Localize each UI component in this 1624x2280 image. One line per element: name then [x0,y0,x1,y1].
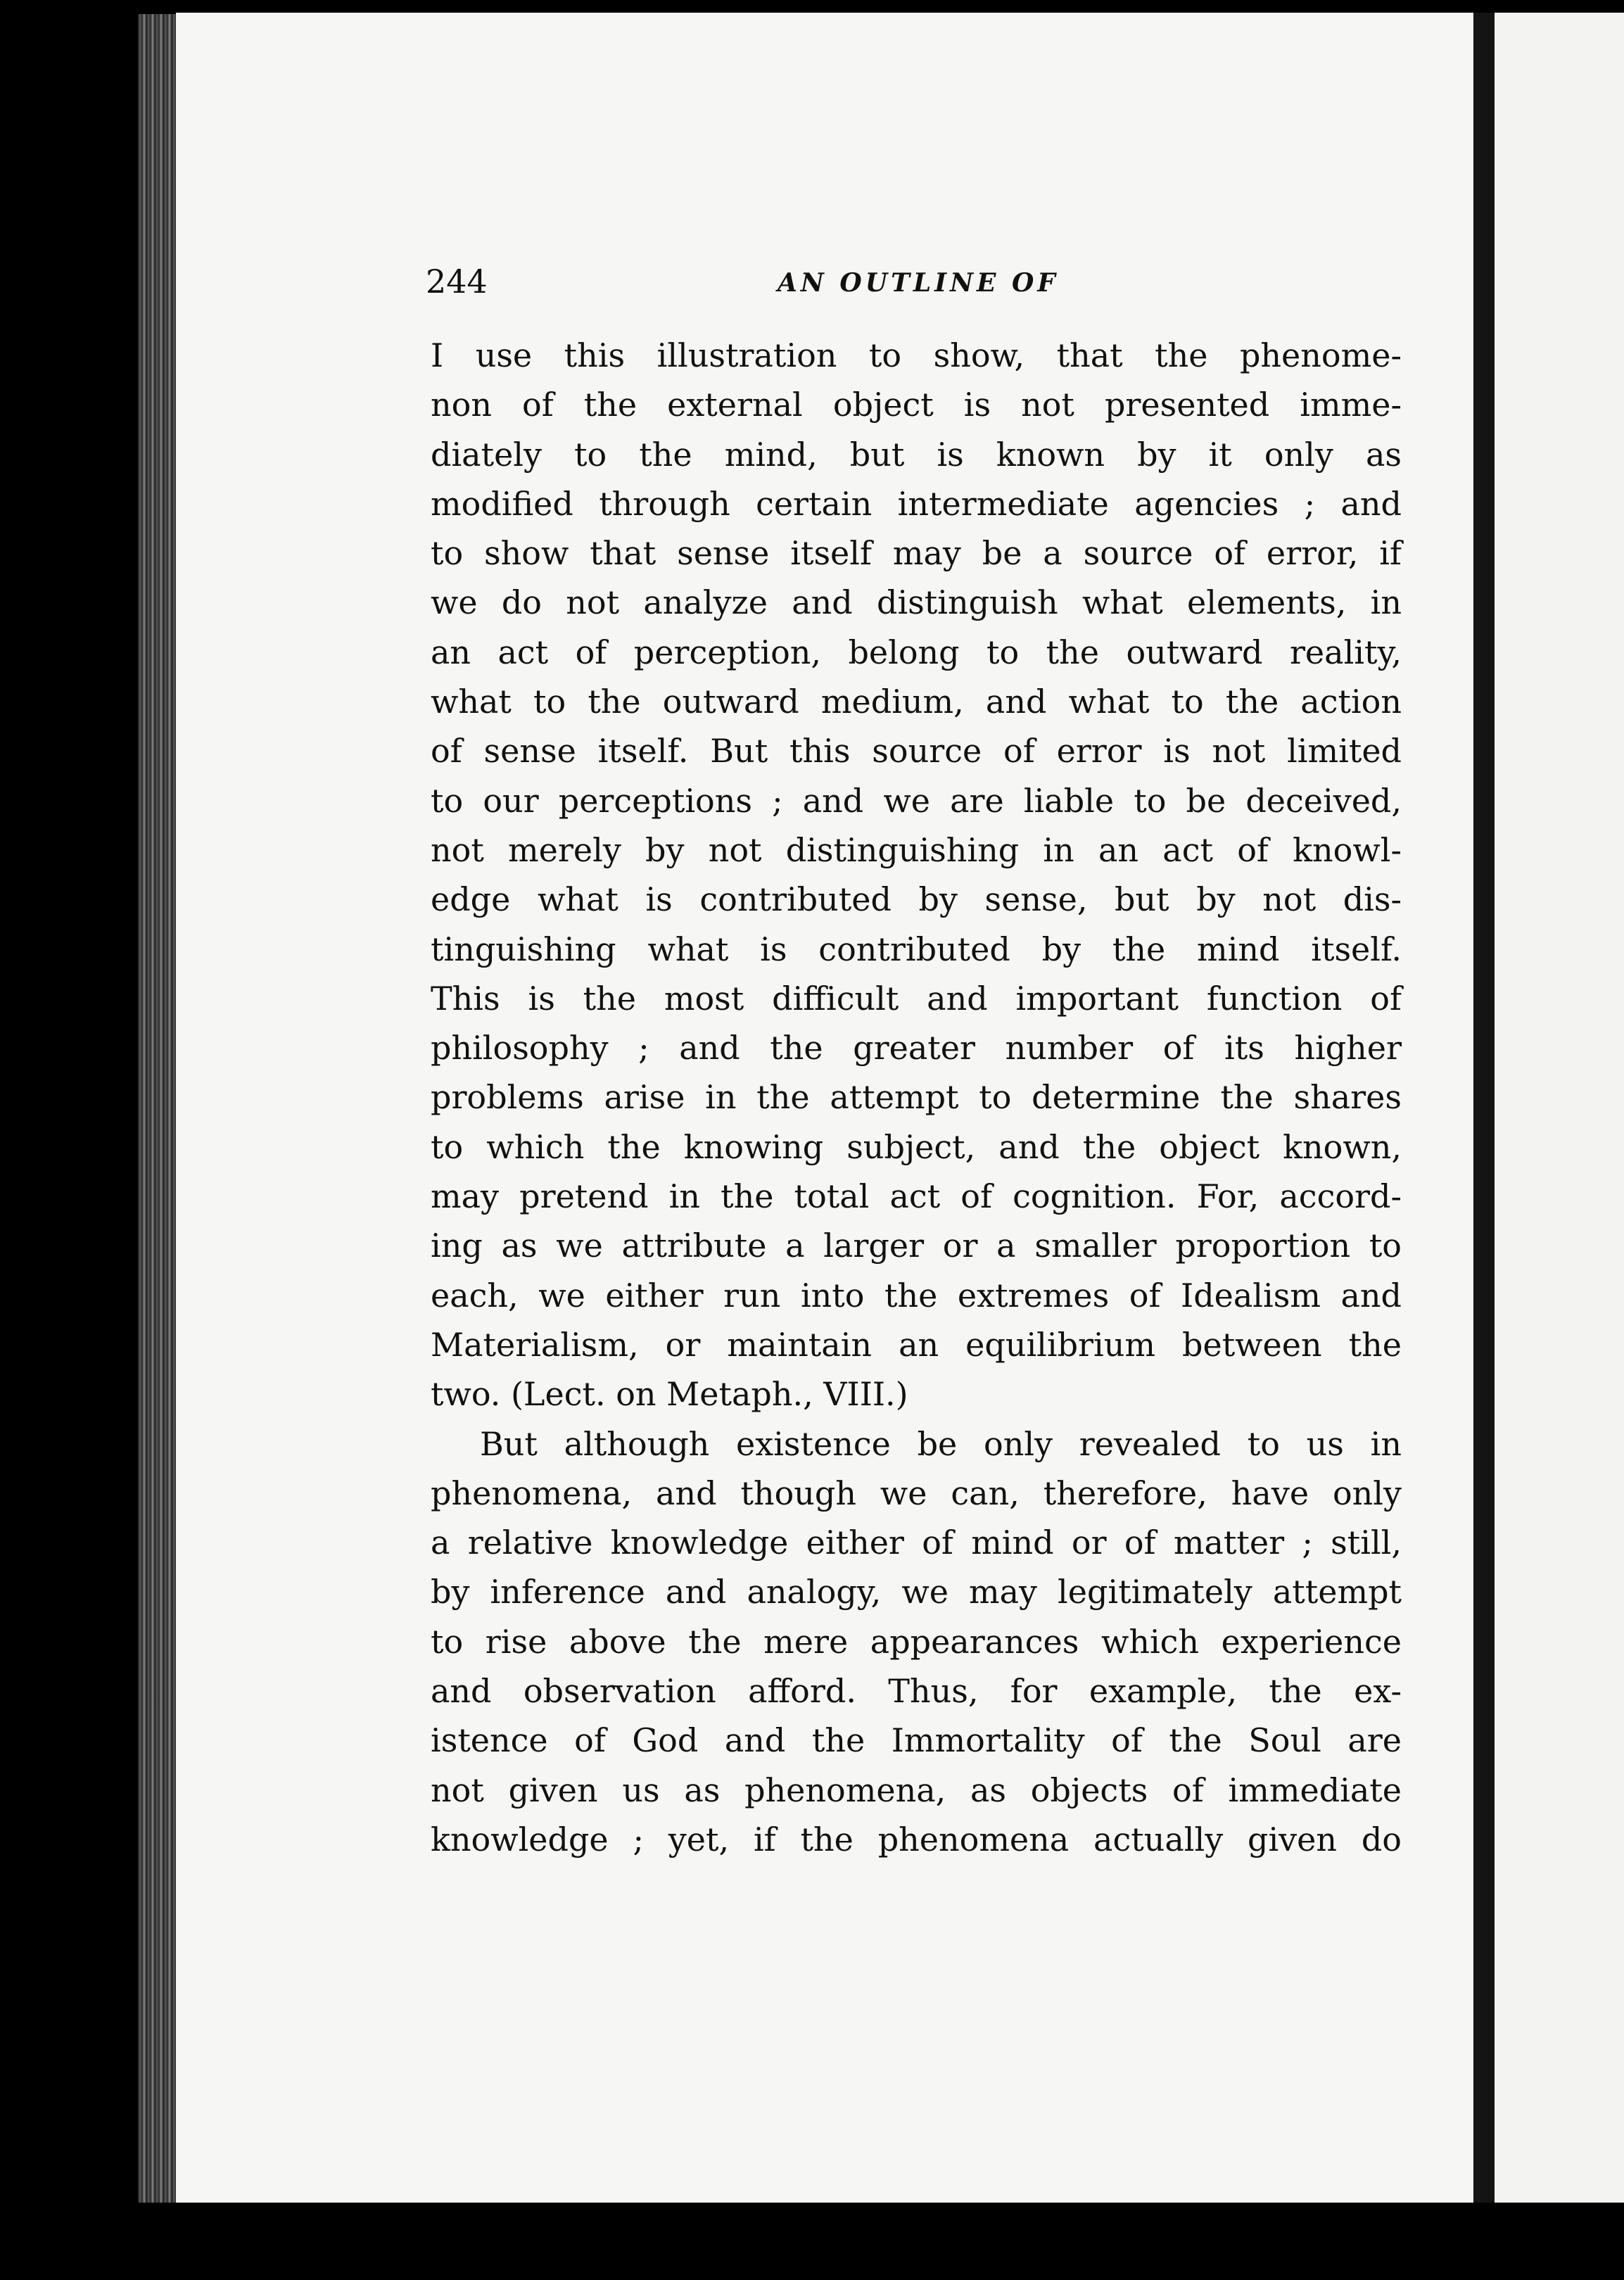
text-line: modified through certain intermediate agencies ; and [431,484,1402,523]
text-line: to show that sense itself may be a source of error, if [431,534,1402,573]
text-line-paragraph-end: two. (Lect. on Metaph., VIII.) [431,1375,908,1414]
text-line: edge what is contributed by sense, but by not dis- [431,880,1402,919]
text-line: non of the external object is not presented imme- [431,386,1402,424]
binding-gutter [1473,13,1495,2203]
text-line-paragraph-start: But although existence be only revealed to us in [480,1424,1402,1463]
text-line: istence of God and the Immortality of the Soul are [431,1721,1402,1760]
text-line: ing as we attribute a larger or a smaller proportion to [431,1227,1402,1265]
text-line: to which the knowing subject, and the object known, [431,1127,1402,1166]
text-line: knowledge ; yet, if the phenomena actually given do [431,1820,1402,1858]
text-line: we do not analyze and distinguish what elements, in [431,583,1402,622]
text-line: by inference and analogy, we may legitimately attempt [431,1573,1402,1611]
text-line: This is the most difficult and important function of [431,979,1402,1018]
text-line: diately to the mind, but is known by it only as [431,435,1402,474]
text-line: tinguishing what is contributed by the mind itself. [431,930,1402,968]
text-line: an act of perception, belong to the outward reality, [431,633,1402,671]
page-number: 244 [426,262,488,300]
text-line: phenomena, and though we can, therefore, have only [431,1474,1402,1512]
text-line: philosophy ; and the greater number of its higher [431,1029,1402,1068]
facing-page-edge [1495,13,1624,2203]
text-line: problems arise in the attempt to determine the shares [431,1078,1402,1117]
page-header [426,260,1404,303]
text-line: of sense itself. But this source of error is not limited [431,732,1402,771]
text-line: Materialism, or maintain an equilibrium between the [431,1325,1402,1364]
text-line: may pretend in the total act of cognition. For, accord- [431,1177,1402,1216]
text-line: not merely by not distinguishing in an act of knowl- [431,830,1402,869]
body-text [431,331,1402,1864]
text-line: not given us as phenomena, as objects of immediate [431,1771,1402,1809]
running-head: AN OUTLINE OF [778,268,1059,298]
text-line: a relative knowledge either of mind or of matter ; still, [431,1524,1402,1562]
text-line: I use this illustration to show, that the phenome- [431,336,1402,374]
text-line: what to the outward medium, and what to the action [431,683,1402,721]
text-line: each, we either run into the extremes of Idealism and [431,1276,1402,1315]
text-line: to rise above the mere appearances which experience [431,1622,1402,1661]
text-line: to our perceptions ; and we are liable to be deceived, [431,781,1402,820]
text-line: and observation afford. Thus, for example, the ex- [431,1672,1402,1711]
